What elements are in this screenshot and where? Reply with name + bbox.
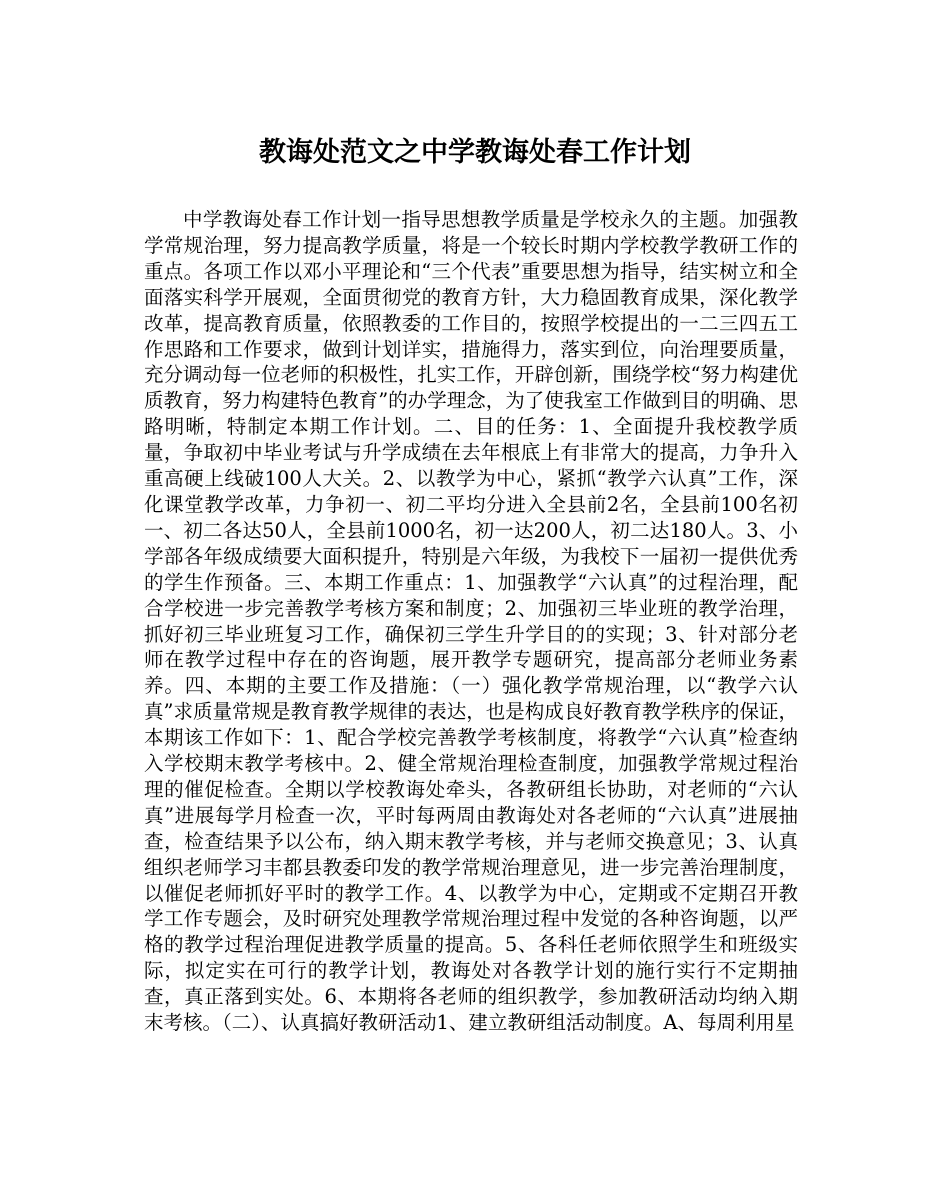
document-body-paragraph: 中学教诲处春工作计划一指导思想教学质量是学校永久的主题。加强教学常规治理，努力提高教学质量，将是一个较长时期内学校教学教研工作的重点。各项工作以邓小平理论和“三个代表”重要思想为指导，结实树立和全面落实科学开展观，全面贯彻党的教育方针，大力稳固教育成果，深化教学改革，提高教育质量，依照教委的工作目的，按照学校提出的一二三四五工作思路和工作要求，做到计划详实，措施得力，落实到位，向治理要质量，充分调动每一位老师的积极性，扎实工作，开辟创新，围绕学校“努力构建优质教育，努力构建特色教育”的办学理念，为了使我室工作做到目的明确、思路明晰，特制定本期工作计划。二、目的任务：1、全面提升我校教学质量，争取初中毕业考试与升学成绩在去年根底上有非常大的提高，力争升入重高硬上线破100人大关。2、以教学为中心，紧抓“教学六认真”工作，深化课堂教学改革，力争初一、初二平均分进入全县前2名，全县前100名初一、初二各达50人，全县前1000名，初一达200人，初二达180人。3、小学部各年级成绩要大面积提升，特别是六年级，为我校下一届初一提供优秀的学生作预备。三、本期工作重点：1、加强教学“六认真”的过程治理，配合学校进一步完善教学考核方案和制度；2、加强初三毕业班的教学治理，抓好初三毕业班复习工作，确保初三学生升学目的的实现；3、针对部分老师在教学过程中存在的咨询题，展开教学专题研究，提高部分老师业务素养。四、本期的主要工作及措施：（一）强化教学常规治理，以“教学六认真”求质量常规是教育教学规律的表达，也是构成良好教育教学秩序的保证，本期该工作如下：1、配合学校完善教学考核制度，将教学“六认真”检查纳入学校期末教学考核中。2、健全常规治理检查制度，加强教学常规过程治理的催促检查。全期以学校教诲处牵头，各教研组长协助，对老师的“六认真”进展每学月检查一次，平时每两周由教诲处对各老师的“六认真”进展抽查，检查结果予以公布，纳入期末教学考核，并与老师交换意见；3、认真组织老师学习丰都县教委印发的教学常规治理意见，进一步完善治理制度，以催促老师抓好平时的教学工作。4、以教学为中心，定期或不定期召开教学工作专题会，及时研究处理教学常规治理过程中发觉的各种咨询题，以严格的教学过程治理促进教学质量的提高。5、各科任老师依照学生和班级实际，拟定实在可行的教学计划，教诲处对各教学计划的施行实行不定期抽查，真正落到实处。6、本期将各老师的组织教学，参加教研活动均纳入期末考核。（二）、认真搞好教研活动1、建立教研组活动制度。A、每周利用星 xyxy=(144,208,798,1035)
document-title: 教诲处范文之中学教诲处春工作计划 xyxy=(259,137,691,168)
